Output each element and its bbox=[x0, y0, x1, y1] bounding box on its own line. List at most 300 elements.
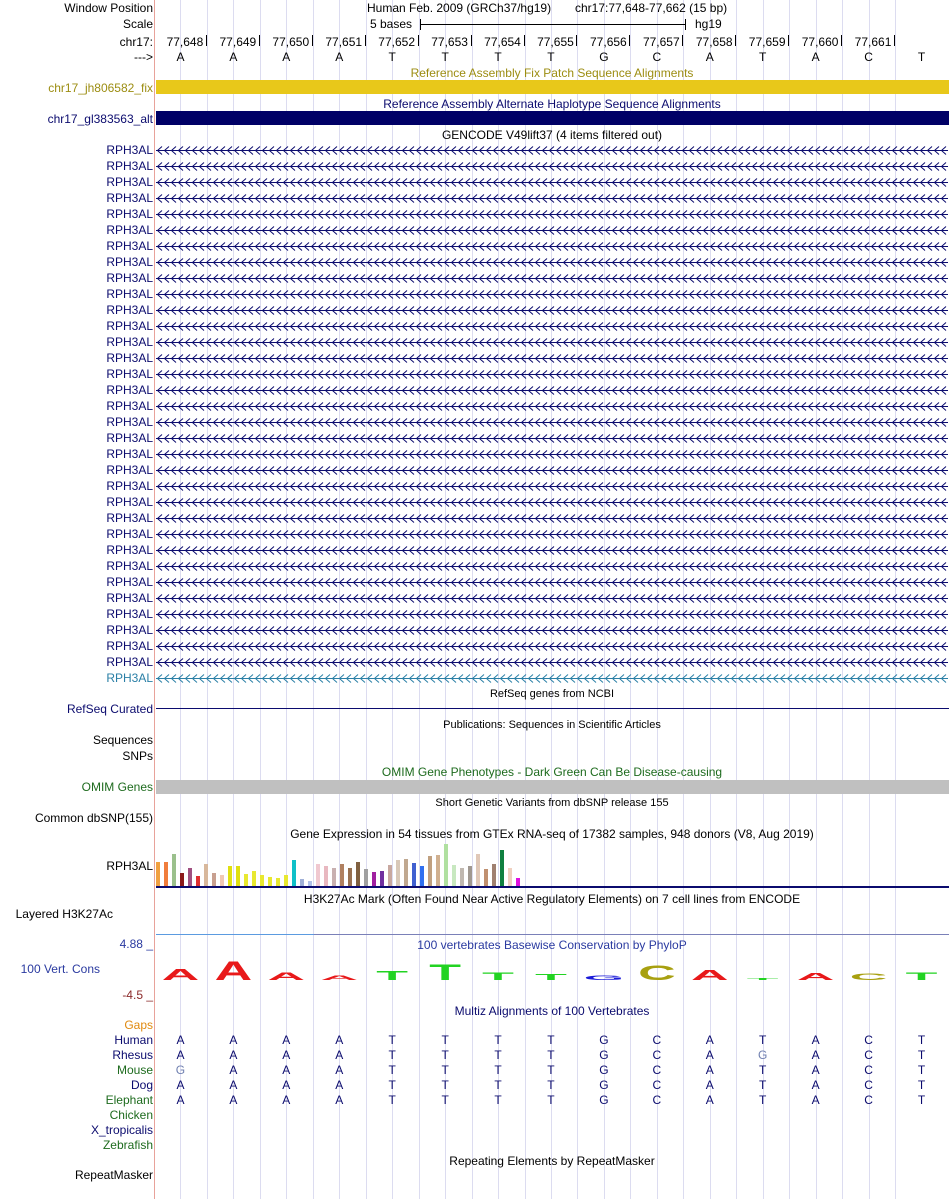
strand-label: ---> bbox=[134, 50, 153, 64]
multiz-base[interactable]: T bbox=[917, 1033, 926, 1047]
gtex-tissue-bar[interactable] bbox=[492, 864, 496, 886]
multiz-base[interactable]: T bbox=[441, 1063, 449, 1077]
gencode-transcript[interactable] bbox=[156, 609, 948, 620]
ruler-base[interactable]: A bbox=[811, 50, 820, 64]
gencode-transcript[interactable] bbox=[156, 433, 948, 444]
multiz-base[interactable]: A bbox=[705, 1063, 714, 1077]
phylop-letter[interactable]: C bbox=[638, 961, 676, 985]
gencode-transcript[interactable] bbox=[156, 481, 948, 492]
rmsk-label[interactable]: RepeatMasker bbox=[74, 1168, 153, 1182]
ruler-tick bbox=[365, 35, 366, 46]
gtex-tissue-bar[interactable] bbox=[156, 862, 160, 886]
phylop-letter[interactable]: T bbox=[746, 977, 779, 981]
gencode-row-label[interactable]: RPH3AL bbox=[106, 271, 153, 285]
multiz-base[interactable]: A bbox=[705, 1033, 714, 1047]
phylop-label[interactable]: 100 Vert. Cons bbox=[20, 962, 100, 976]
ruler-base[interactable]: A bbox=[705, 50, 714, 64]
ruler-base[interactable]: A bbox=[229, 50, 238, 64]
dbsnp-title: Short Genetic Variants from dbSNP release 155 bbox=[435, 797, 669, 809]
ruler-position: 77,660 bbox=[801, 35, 839, 49]
gencode-row-label[interactable]: RPH3AL bbox=[106, 639, 153, 653]
multiz-base[interactable]: T bbox=[917, 1078, 926, 1092]
multiz-species-label[interactable]: Zebrafish bbox=[102, 1138, 153, 1152]
gencode-transcript[interactable] bbox=[156, 625, 948, 636]
position-text[interactable]: chr17:77,648-77,662 (15 bp) bbox=[575, 1, 728, 15]
gtex-tissue-bar[interactable] bbox=[508, 868, 512, 886]
gencode-transcript[interactable] bbox=[156, 577, 948, 588]
gencode-row-label[interactable]: RPH3AL bbox=[106, 303, 153, 317]
ruler-position: 77,655 bbox=[537, 35, 574, 49]
gtex-tissue-bar[interactable] bbox=[484, 869, 488, 886]
gtex-tissue-bar[interactable] bbox=[220, 875, 224, 886]
phylop-letter[interactable]: C bbox=[849, 971, 888, 982]
multiz-base[interactable]: A bbox=[282, 1063, 291, 1077]
gtex-tissue-bar[interactable] bbox=[188, 868, 192, 886]
gencode-row-label[interactable]: RPH3AL bbox=[106, 543, 153, 557]
gencode-row-label[interactable]: RPH3AL bbox=[106, 223, 153, 237]
gtex-tissue-bar[interactable] bbox=[260, 875, 264, 886]
multiz-base[interactable]: A bbox=[229, 1078, 238, 1092]
ruler-base[interactable]: A bbox=[335, 50, 344, 64]
gencode-transcript[interactable] bbox=[156, 289, 948, 300]
multiz-base[interactable]: G bbox=[599, 1063, 609, 1077]
multiz-base[interactable]: C bbox=[864, 1078, 873, 1092]
multiz-base[interactable]: T bbox=[759, 1093, 767, 1107]
gencode-transcript[interactable] bbox=[156, 385, 948, 396]
gencode-row-label[interactable]: RPH3AL bbox=[106, 447, 153, 461]
gtex-tissue-bar[interactable] bbox=[300, 879, 304, 886]
multiz-base[interactable]: A bbox=[229, 1033, 238, 1047]
ruler-tick bbox=[894, 35, 895, 46]
dbsnp-label[interactable]: Common dbSNP(155) bbox=[34, 811, 153, 825]
ruler-tick bbox=[259, 35, 260, 46]
gtex-tissue-bar[interactable] bbox=[428, 856, 432, 886]
multiz-species-label[interactable]: Mouse bbox=[116, 1063, 153, 1077]
gencode-transcript[interactable] bbox=[156, 449, 948, 460]
multiz-base[interactable]: A bbox=[176, 1048, 185, 1062]
ruler-tick bbox=[206, 35, 207, 46]
multiz-base[interactable]: T bbox=[441, 1048, 449, 1062]
gtex-tissue-bar[interactable] bbox=[444, 844, 448, 886]
ruler-position: 77,651 bbox=[325, 35, 363, 49]
alt-haplo-block[interactable] bbox=[156, 111, 949, 125]
ruler-tick bbox=[735, 35, 736, 46]
omim-block[interactable] bbox=[156, 780, 949, 794]
multiz-base[interactable]: A bbox=[811, 1033, 820, 1047]
gtex-tissue-bar[interactable] bbox=[180, 873, 184, 886]
multiz-base[interactable]: T bbox=[494, 1093, 502, 1107]
multiz-base[interactable]: G bbox=[599, 1078, 609, 1092]
multiz-species-label[interactable]: Chicken bbox=[109, 1108, 153, 1122]
ruler-position: 77,661 bbox=[854, 35, 892, 49]
multiz-base[interactable]: T bbox=[441, 1078, 449, 1092]
gtex-tissue-bar[interactable] bbox=[292, 860, 296, 886]
gtex-tissue-bar[interactable] bbox=[268, 877, 272, 886]
multiz-base[interactable]: T bbox=[388, 1078, 396, 1092]
gtex-tissue-bar[interactable] bbox=[476, 854, 480, 886]
omim-title: OMIM Gene Phenotypes - Dark Green Can Be Disease-causing bbox=[381, 765, 723, 779]
alt-haplo-label[interactable]: chr17_gl383563_alt bbox=[47, 112, 153, 126]
fix-patch-block[interactable] bbox=[156, 80, 949, 94]
gtex-tissue-bar[interactable] bbox=[252, 871, 256, 886]
multiz-base[interactable]: A bbox=[229, 1048, 238, 1062]
multiz-base[interactable]: C bbox=[652, 1033, 662, 1047]
assembly-text: Human Feb. 2009 (GRCh37/hg19) bbox=[367, 1, 552, 15]
gencode-row-label[interactable]: RPH3AL bbox=[106, 479, 153, 493]
ruler-position: 77,648 bbox=[166, 35, 204, 49]
multiz-base[interactable]: T bbox=[547, 1048, 555, 1062]
refseq-line[interactable] bbox=[156, 708, 949, 709]
gencode-transcript[interactable] bbox=[156, 641, 948, 652]
multiz-base[interactable]: T bbox=[917, 1063, 926, 1077]
multiz-base[interactable]: T bbox=[388, 1048, 396, 1062]
scale-db: hg19 bbox=[695, 17, 722, 31]
multiz-base[interactable]: A bbox=[335, 1093, 344, 1107]
gencode-transcript[interactable] bbox=[156, 545, 948, 556]
multiz-base[interactable]: T bbox=[547, 1063, 555, 1077]
phylop-min-label: -4.5 _ bbox=[122, 988, 153, 1002]
ruler-position: 77,658 bbox=[695, 35, 733, 49]
multiz-base[interactable]: G bbox=[599, 1048, 609, 1062]
gencode-row-label[interactable]: RPH3AL bbox=[106, 207, 153, 221]
multiz-base[interactable]: G bbox=[599, 1033, 609, 1047]
gencode-row-label[interactable]: RPH3AL bbox=[106, 159, 153, 173]
gtex-tissue-bar[interactable] bbox=[340, 864, 344, 886]
gencode-transcript[interactable] bbox=[156, 257, 948, 268]
gencode-row-label[interactable]: RPH3AL bbox=[106, 511, 153, 525]
phylop-letter[interactable]: T bbox=[535, 972, 567, 982]
multiz-base[interactable]: G bbox=[599, 1093, 609, 1107]
multiz-gaps-label[interactable]: Gaps bbox=[124, 1018, 153, 1032]
refseq-label[interactable]: RefSeq Curated bbox=[66, 702, 153, 716]
ruler-base[interactable]: T bbox=[917, 50, 926, 64]
gencode-row-label[interactable]: RPH3AL bbox=[106, 175, 153, 189]
gtex-tissue-bar[interactable] bbox=[244, 874, 248, 886]
multiz-base[interactable]: T bbox=[494, 1063, 502, 1077]
gtex-tissue-bar[interactable] bbox=[468, 866, 472, 886]
multiz-base[interactable]: C bbox=[864, 1033, 873, 1047]
multiz-base[interactable]: T bbox=[917, 1093, 926, 1107]
gencode-transcript[interactable] bbox=[156, 209, 948, 220]
gencode-row-label[interactable]: RPH3AL bbox=[106, 671, 153, 685]
multiz-species-label[interactable]: Rhesus bbox=[112, 1048, 153, 1062]
multiz-base[interactable]: T bbox=[547, 1093, 555, 1107]
gencode-transcript[interactable] bbox=[156, 337, 948, 348]
multiz-species-label[interactable]: X_tropicalis bbox=[90, 1123, 153, 1137]
gencode-transcript[interactable] bbox=[156, 193, 948, 204]
gencode-row-label[interactable]: RPH3AL bbox=[106, 239, 153, 253]
phylop-letter[interactable]: T bbox=[376, 969, 409, 983]
gencode-row-label[interactable]: RPH3AL bbox=[106, 383, 153, 397]
ruler-tick bbox=[788, 35, 789, 46]
multiz-title: Multiz Alignments of 100 Vertebrates bbox=[454, 1004, 650, 1018]
label-divider bbox=[154, 0, 155, 1199]
multiz-base[interactable]: A bbox=[335, 1033, 344, 1047]
gtex-tissue-bar[interactable] bbox=[348, 868, 352, 886]
multiz-base[interactable]: C bbox=[864, 1048, 873, 1062]
ruler-position: 77,656 bbox=[590, 35, 627, 49]
pubs-title: Publications: Sequences in Scientific Articles bbox=[443, 719, 661, 731]
gencode-row-label[interactable]: RPH3AL bbox=[106, 495, 153, 509]
multiz-base[interactable]: T bbox=[547, 1078, 555, 1092]
multiz-base[interactable]: C bbox=[652, 1063, 662, 1077]
gtex-tissue-bar[interactable] bbox=[356, 862, 360, 886]
gtex-tissue-bar[interactable] bbox=[500, 850, 504, 886]
gtex-tissue-bar[interactable] bbox=[204, 864, 208, 886]
gtex-tissue-bar[interactable] bbox=[452, 865, 456, 886]
gencode-transcript[interactable] bbox=[156, 273, 948, 284]
multiz-base[interactable]: C bbox=[864, 1063, 873, 1077]
gencode-transcript[interactable] bbox=[156, 177, 948, 188]
gtex-title: Gene Expression in 54 tissues from GTEx RNA-seq of 17382 samples, 948 donors (V8, Aug 2019) bbox=[290, 827, 814, 841]
h3k27ac-label[interactable]: Layered H3K27Ac bbox=[15, 907, 113, 921]
gencode-row-label[interactable]: RPH3AL bbox=[106, 591, 153, 605]
multiz-base[interactable]: T bbox=[388, 1063, 396, 1077]
gtex-tissue-bar[interactable] bbox=[276, 878, 280, 886]
gtex-tissue-bar[interactable] bbox=[212, 873, 216, 886]
phylop-letter[interactable]: A bbox=[320, 973, 359, 982]
gtex-tissue-bar[interactable] bbox=[172, 854, 176, 886]
gencode-transcript[interactable] bbox=[156, 561, 948, 572]
ruler-tick bbox=[629, 35, 630, 46]
ruler-base[interactable]: T bbox=[547, 50, 555, 64]
gencode-transcript[interactable] bbox=[156, 401, 948, 412]
phylop-letter[interactable]: T bbox=[905, 969, 938, 983]
chrom-label: chr17: bbox=[119, 35, 153, 49]
rmsk-title: Repeating Elements by RepeatMasker bbox=[449, 1154, 655, 1168]
gencode-row-label[interactable]: RPH3AL bbox=[106, 399, 153, 413]
gtex-tissue-bar[interactable] bbox=[164, 862, 168, 886]
multiz-base[interactable]: A bbox=[335, 1063, 344, 1077]
fix-patch-label[interactable]: chr17_jh806582_fix bbox=[48, 81, 153, 95]
multiz-base[interactable]: A bbox=[705, 1093, 714, 1107]
multiz-base[interactable]: T bbox=[388, 1093, 396, 1107]
gtex-tissue-bar[interactable] bbox=[420, 866, 424, 886]
ruler-base[interactable]: A bbox=[282, 50, 291, 64]
multiz-base[interactable]: T bbox=[547, 1033, 555, 1047]
scale-text: 5 bases bbox=[370, 17, 413, 31]
gencode-transcript[interactable] bbox=[156, 353, 948, 364]
phylop-title: 100 vertebrates Basewise Conservation by PhyloP bbox=[417, 938, 687, 952]
ruler-tick bbox=[682, 35, 683, 46]
gencode-title: GENCODE V49lift37 (4 items filtered out) bbox=[441, 128, 663, 142]
omim-label[interactable]: OMIM Genes bbox=[81, 780, 153, 794]
multiz-base[interactable]: A bbox=[811, 1048, 820, 1062]
gencode-transcript[interactable] bbox=[156, 145, 948, 156]
gencode-transcript[interactable] bbox=[156, 497, 948, 508]
gencode-row-label[interactable]: RPH3AL bbox=[106, 575, 153, 589]
multiz-base[interactable]: A bbox=[282, 1048, 291, 1062]
gtex-tissue-bar[interactable] bbox=[228, 866, 232, 886]
multiz-base[interactable]: T bbox=[494, 1048, 502, 1062]
gencode-transcript[interactable] bbox=[156, 465, 948, 476]
ruler-tick bbox=[471, 35, 472, 46]
multiz-base[interactable]: T bbox=[388, 1033, 396, 1047]
multiz-base[interactable]: A bbox=[229, 1063, 238, 1077]
gtex-bar-chart[interactable] bbox=[156, 842, 556, 886]
multiz-base[interactable]: T bbox=[494, 1033, 502, 1047]
ruler-base[interactable]: T bbox=[388, 50, 396, 64]
multiz-species-label[interactable]: Dog bbox=[130, 1078, 153, 1092]
multiz-base[interactable]: T bbox=[441, 1093, 449, 1107]
multiz-base[interactable]: A bbox=[229, 1093, 238, 1107]
gencode-transcript[interactable] bbox=[156, 593, 948, 604]
gencode-row-label[interactable]: RPH3AL bbox=[106, 287, 153, 301]
multiz-species-label[interactable]: Elephant bbox=[105, 1093, 153, 1107]
gtex-tissue-bar[interactable] bbox=[332, 868, 336, 886]
gtex-tissue-bar[interactable] bbox=[284, 875, 288, 886]
ruler-tick bbox=[418, 35, 419, 46]
phylop-letter[interactable]: T bbox=[482, 969, 514, 983]
multiz-base[interactable]: C bbox=[864, 1093, 873, 1107]
gtex-tissue-bar[interactable] bbox=[380, 871, 384, 886]
multiz-base[interactable]: A bbox=[176, 1078, 185, 1092]
multiz-base[interactable]: T bbox=[759, 1033, 767, 1047]
gencode-row-label[interactable]: RPH3AL bbox=[106, 463, 153, 477]
gtex-gene-line bbox=[156, 886, 949, 888]
ruler-tick bbox=[841, 35, 842, 46]
multiz-base[interactable]: G bbox=[758, 1048, 768, 1062]
gencode-row-label[interactable]: RPH3AL bbox=[106, 415, 153, 429]
ruler-position: 77,654 bbox=[484, 35, 521, 49]
alt-haplo-title: Reference Assembly Alternate Haplotype Sequence Alignments bbox=[383, 97, 721, 111]
ruler-position: 77,649 bbox=[219, 35, 257, 49]
ruler-position: 77,652 bbox=[378, 35, 415, 49]
ruler-base[interactable]: C bbox=[864, 50, 873, 64]
multiz-base[interactable]: A bbox=[705, 1048, 714, 1062]
gencode-transcript[interactable] bbox=[156, 657, 948, 668]
multiz-base[interactable]: T bbox=[917, 1048, 926, 1062]
multiz-base[interactable]: T bbox=[759, 1063, 767, 1077]
multiz-base[interactable]: C bbox=[652, 1093, 662, 1107]
fix-patch-title: Reference Assembly Fix Patch Sequence Alignments bbox=[410, 66, 694, 80]
scale-bar-right-tick bbox=[685, 19, 686, 30]
gencode-transcript[interactable] bbox=[156, 673, 948, 684]
phylop-letter[interactable]: A bbox=[214, 955, 253, 986]
scale-bar-left-tick bbox=[420, 19, 421, 30]
multiz-base[interactable]: A bbox=[176, 1093, 185, 1107]
ruler-position: 77,650 bbox=[272, 35, 310, 49]
h3k27ac-title: H3K27Ac Mark (Often Found Near Active Regulatory Elements) on 7 cell lines from ENCODE bbox=[303, 892, 801, 906]
phylop-letter[interactable]: A bbox=[690, 966, 729, 984]
ruler-base[interactable]: T bbox=[494, 50, 502, 64]
multiz-base[interactable]: T bbox=[494, 1078, 502, 1092]
gtex-tissue-bar[interactable] bbox=[404, 859, 408, 886]
pubs-sequences-label[interactable]: Sequences bbox=[92, 733, 153, 747]
gtex-tissue-bar[interactable] bbox=[364, 869, 368, 886]
phylop-letter[interactable]: A bbox=[796, 970, 835, 983]
gencode-transcript[interactable] bbox=[156, 225, 948, 236]
multiz-base[interactable]: C bbox=[652, 1078, 662, 1092]
ruler-base[interactable]: A bbox=[176, 50, 185, 64]
multiz-base[interactable]: A bbox=[335, 1048, 344, 1062]
scale-label: Scale bbox=[122, 17, 153, 31]
multiz-base[interactable]: T bbox=[441, 1033, 449, 1047]
gencode-row-label[interactable]: RPH3AL bbox=[106, 319, 153, 333]
window-position-label: Window Position bbox=[64, 1, 153, 15]
ruler-base[interactable]: T bbox=[759, 50, 767, 64]
gencode-row-label[interactable]: RPH3AL bbox=[106, 191, 153, 205]
multiz-base[interactable]: C bbox=[652, 1048, 662, 1062]
multiz-base[interactable]: A bbox=[282, 1078, 291, 1092]
ruler-base[interactable]: C bbox=[652, 50, 662, 64]
gencode-row-label[interactable]: RPH3AL bbox=[106, 655, 153, 669]
gtex-tissue-bar[interactable] bbox=[516, 878, 520, 886]
phylop-letter[interactable]: A bbox=[161, 966, 200, 984]
multiz-base[interactable]: A bbox=[335, 1078, 344, 1092]
gencode-row-label[interactable]: RPH3AL bbox=[106, 623, 153, 637]
multiz-base[interactable]: A bbox=[811, 1078, 820, 1092]
gtex-tissue-bar[interactable] bbox=[372, 872, 376, 886]
gtex-tissue-bar[interactable] bbox=[324, 866, 328, 886]
phylop-logo[interactable] bbox=[156, 948, 949, 998]
gencode-transcript[interactable] bbox=[156, 529, 948, 540]
ruler-tick bbox=[524, 35, 525, 46]
phylop-max-label: 4.88 _ bbox=[119, 937, 153, 951]
multiz-base[interactable]: A bbox=[282, 1093, 291, 1107]
gtex-tissue-bar[interactable] bbox=[436, 855, 440, 886]
gencode-row-label[interactable]: RPH3AL bbox=[106, 527, 153, 541]
gtex-tissue-bar[interactable] bbox=[412, 863, 416, 886]
gtex-tissue-bar[interactable] bbox=[236, 866, 240, 886]
ruler-position: 77,657 bbox=[642, 35, 680, 49]
gencode-transcript[interactable] bbox=[156, 369, 948, 380]
gencode-transcript[interactable] bbox=[156, 161, 948, 172]
gtex-tissue-bar[interactable] bbox=[316, 864, 320, 886]
gtex-tissue-bar[interactable] bbox=[460, 868, 464, 886]
ruler-tick bbox=[312, 35, 313, 46]
gtex-label[interactable]: RPH3AL bbox=[106, 859, 153, 873]
ruler-tick bbox=[576, 35, 577, 46]
gencode-row-label[interactable]: RPH3AL bbox=[106, 143, 153, 157]
gtex-tissue-bar[interactable] bbox=[388, 865, 392, 886]
gencode-row-label[interactable]: RPH3AL bbox=[106, 559, 153, 573]
gtex-tissue-bar[interactable] bbox=[396, 860, 400, 886]
h3k27ac-signal bbox=[314, 934, 949, 935]
gencode-transcript[interactable] bbox=[156, 513, 948, 524]
gencode-transcript[interactable] bbox=[156, 417, 948, 428]
gencode-row-label[interactable]: RPH3AL bbox=[106, 255, 153, 269]
refseq-title: RefSeq genes from NCBI bbox=[489, 688, 615, 700]
gencode-row-label[interactable]: RPH3AL bbox=[106, 351, 153, 365]
phylop-letter[interactable]: A bbox=[267, 969, 306, 983]
gencode-transcript[interactable] bbox=[156, 241, 948, 252]
pubs-snps-label[interactable]: SNPs bbox=[122, 749, 153, 763]
ruler-base[interactable]: T bbox=[441, 50, 449, 64]
gencode-row-label[interactable]: RPH3AL bbox=[106, 335, 153, 349]
h3k27ac-signal-blue bbox=[156, 934, 314, 935]
ruler-base[interactable]: G bbox=[599, 50, 609, 64]
ruler-position: 77,653 bbox=[431, 35, 468, 49]
multiz-base[interactable]: A bbox=[811, 1093, 820, 1107]
gencode-transcript[interactable] bbox=[156, 305, 948, 316]
multiz-base[interactable]: A bbox=[705, 1078, 714, 1092]
gtex-tissue-bar[interactable] bbox=[196, 876, 200, 886]
gencode-row-label[interactable]: RPH3AL bbox=[106, 431, 153, 445]
gencode-row-label[interactable]: RPH3AL bbox=[106, 367, 153, 381]
multiz-base[interactable]: A bbox=[176, 1033, 185, 1047]
multiz-base[interactable]: T bbox=[759, 1078, 767, 1092]
multiz-base[interactable]: A bbox=[282, 1033, 291, 1047]
multiz-base[interactable]: G bbox=[175, 1063, 186, 1077]
scale-bar bbox=[420, 24, 686, 25]
multiz-base[interactable]: A bbox=[811, 1063, 820, 1077]
gencode-row-label[interactable]: RPH3AL bbox=[106, 607, 153, 621]
phylop-letter[interactable]: G bbox=[583, 973, 625, 982]
multiz-species-label[interactable]: Human bbox=[114, 1033, 153, 1047]
phylop-letter[interactable]: T bbox=[429, 960, 461, 986]
gencode-transcript[interactable] bbox=[156, 321, 948, 332]
